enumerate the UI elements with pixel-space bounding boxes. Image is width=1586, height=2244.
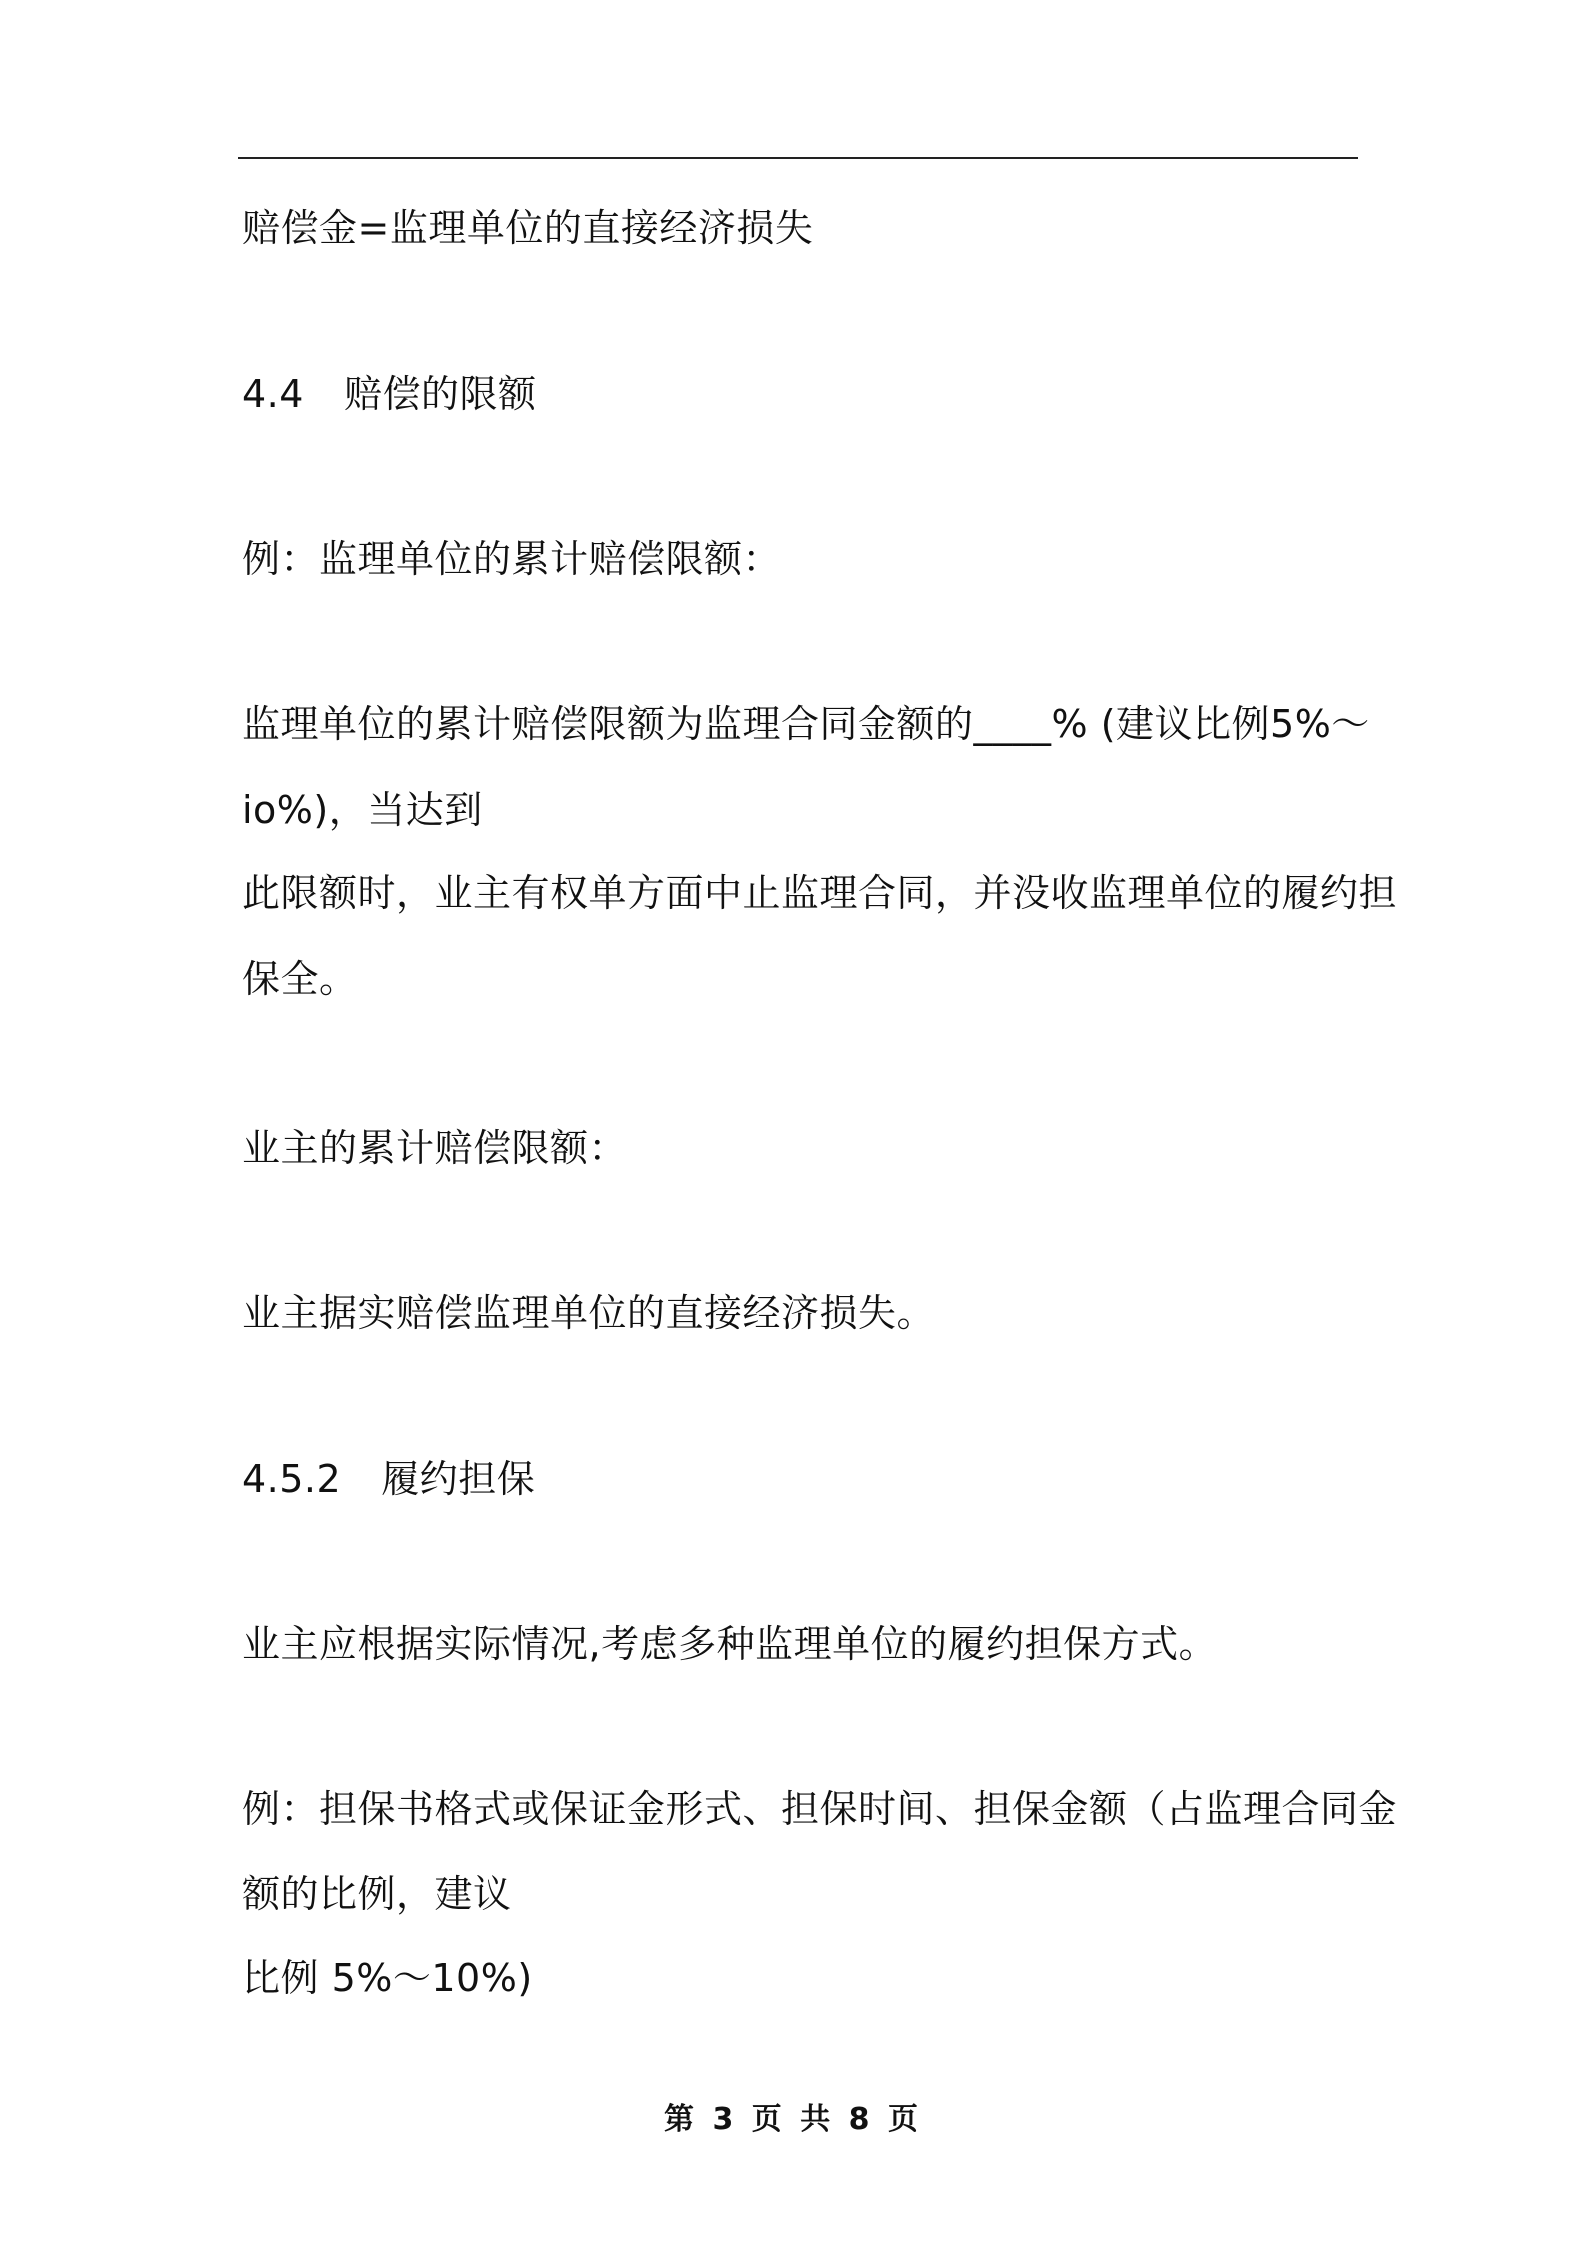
section-4-5-2-heading [242, 1455, 535, 1503]
section-number: 4.4 [242, 372, 304, 416]
example-supervisor-limit-heading: 例：监理单位的累计赔偿限额： [242, 537, 782, 581]
guarantee-method-text: 业主应根据实际情况,考虑多种监理单位的履约担保方式。 [242, 1622, 1218, 1666]
supervisor-limit-paragraph-line-1: 监理单位的累计赔偿限额为监理合同金额的____% (建议比例5%～ [242, 702, 1370, 746]
supervisor-limit-paragraph-line-3: 此限额时，业主有权单方面中止监理合同，并没收监理单位的履约担 [242, 871, 1398, 915]
guarantee-example-line-2: 额的比例，建议 [242, 1872, 512, 1916]
supervisor-limit-paragraph-line-2: io%)，当达到 [242, 788, 483, 832]
section-number: 4.5.2 [242, 1457, 342, 1501]
header-rule [238, 157, 1358, 159]
guarantee-example-line-3: 比例 5%～10%) [242, 1956, 533, 2000]
owner-limit-text: 业主据实赔偿监理单位的直接经济损失。 [242, 1291, 936, 1335]
owner-limit-heading: 业主的累计赔偿限额： [242, 1126, 628, 1170]
page-indicator: 第 3 页 共 8 页 [664, 2102, 922, 2137]
section-title: 赔偿的限额 [343, 372, 537, 416]
section-4-4-heading [242, 370, 536, 418]
supervisor-limit-paragraph-line-4: 保全。 [242, 957, 358, 1001]
section-title: 履约担保 [381, 1457, 536, 1501]
guarantee-example-line-1: 例：担保书格式或保证金形式、担保时间、担保金额（占监理合同金 [242, 1787, 1398, 1831]
compensation-formula: 赔偿金=监理单位的直接经济损失 [242, 206, 814, 250]
